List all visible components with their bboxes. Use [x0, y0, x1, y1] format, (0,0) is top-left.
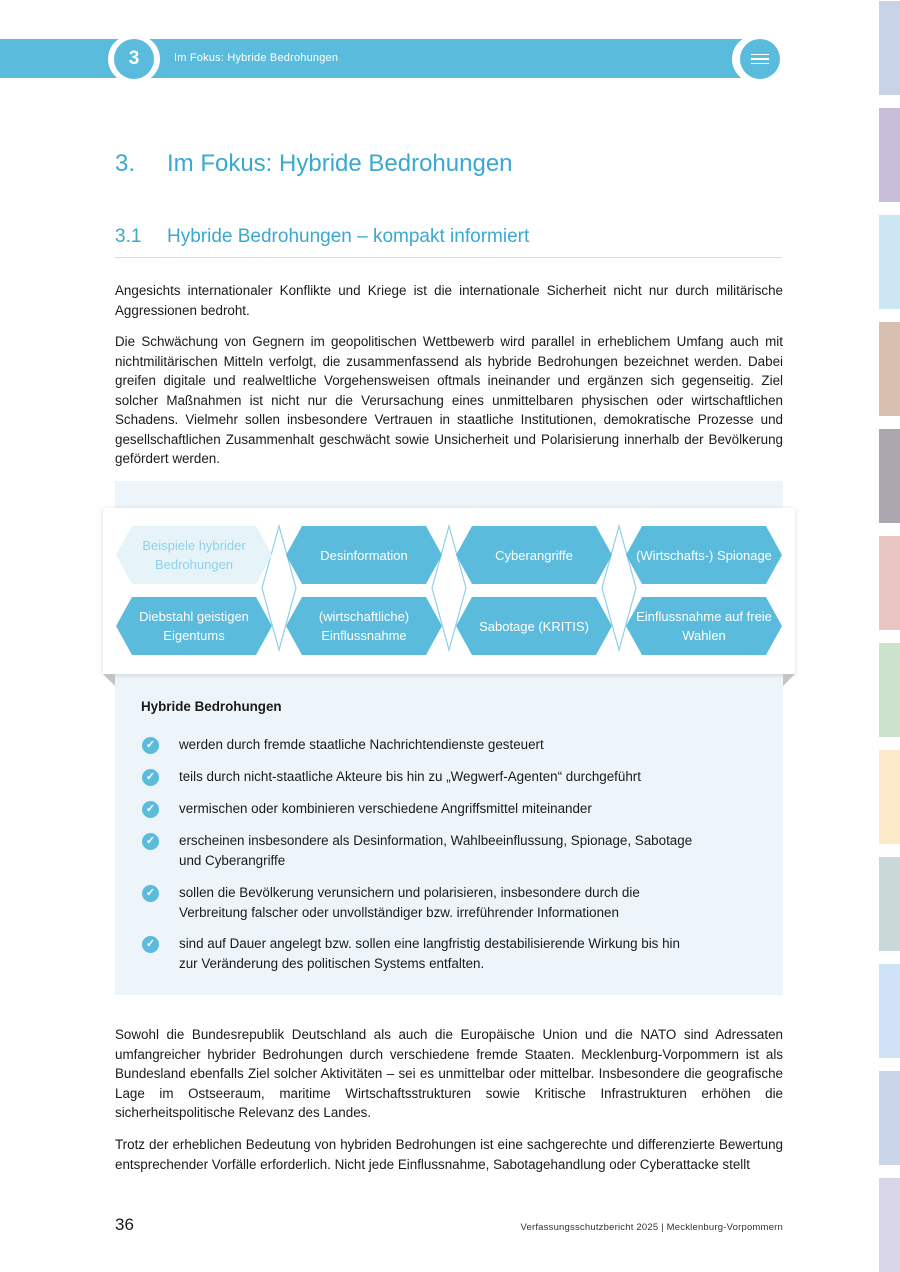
menu-button[interactable]	[732, 35, 788, 83]
section-heading	[115, 150, 513, 178]
side-tab-10[interactable]	[879, 964, 900, 1058]
chapter-side-tabs	[879, 0, 900, 1272]
check-circle-icon: ✓	[142, 833, 159, 850]
card-fold-right	[783, 674, 795, 686]
threat-example-label: (wirtschaftliche) Einflussnahme	[318, 609, 410, 643]
side-tab-7[interactable]	[879, 643, 900, 737]
section-title: Im Fokus: Hybride Bedrohungen	[167, 150, 513, 177]
threat-list-item-text: erscheinen insbesondere als Desinformation, Wahlbeeinflussung, Spionage, Sabotage und Cyberangriffe	[179, 833, 693, 868]
threat-example-label: Einflussnahme auf freie Wahlen	[636, 609, 772, 643]
threat-list-item-text: vermischen oder kombinieren verschiedene Angriffsmittel miteinander	[179, 801, 592, 816]
paragraph-intro: Angesichts internationaler Konflikte und Kriege ist die internationale Sicherheit nicht nur durch militärische Aggressionen bedroht.	[115, 283, 783, 318]
threat-example-label: Desinformation	[320, 547, 408, 563]
threat-example-label: Sabotage (KRITIS)	[479, 618, 589, 634]
side-tab-3[interactable]	[879, 215, 900, 309]
page-number: 36	[115, 1215, 134, 1234]
chapter-number-badge[interactable]	[108, 35, 160, 83]
threat-examples-heading: Beispiele hybrider Bedrohungen	[142, 538, 246, 572]
side-tab-6[interactable]	[879, 536, 900, 630]
card-fold-left	[103, 674, 115, 686]
hamburger-menu-icon	[740, 39, 780, 79]
check-circle-icon: ✓	[142, 769, 159, 786]
check-circle-icon: ✓	[142, 885, 159, 902]
check-circle-icon: ✓	[142, 936, 159, 953]
threat-example-label: (Wirtschafts-) Spionage	[636, 547, 772, 563]
threat-list-title: Hybride Bedrohungen	[141, 699, 282, 714]
paragraph-assessment: Trotz der erheblichen Bedeutung von hybriden Bedrohungen ist eine sachgerechte und differenzierte Bewertung entsprechender Vorfälle erforderlich. Nicht jede Einflussnahme, Sabotagehandlung oder Cyberattacke stellt	[115, 1137, 783, 1172]
chapter-number: 3	[114, 39, 154, 79]
threat-list-item-text: werden durch fremde staatliche Nachrichtendienste gesteuert	[179, 737, 544, 752]
heading-divider	[115, 257, 782, 258]
side-tab-8[interactable]	[879, 750, 900, 844]
threat-example-label: Diebstahl geistigen Eigentums	[139, 609, 249, 643]
threat-example-label: Cyberangriffe	[495, 547, 573, 563]
side-tab-2[interactable]	[879, 108, 900, 202]
threat-list-item-text: sind auf Dauer angelegt bzw. sollen eine langfristig destabilisierende Wirkung bis hin zur Veränderung des politischen Systems entfalten.	[179, 936, 680, 971]
paragraph-hybrid-definition: Die Schwächung von Gegnern im geopolitischen Wettbewerb wird parallel in erheblichem Umfang auch mit nichtmilitärischen Mitteln verfolgt, die zusammenfassend als hybride Bedrohungen bezeichnet werden. Dabei greifen digitale und realweltliche Vorgehensweisen oftmals ineinander und ergänzen sich gegenseitig. Ziel solcher Maßnahmen ist nicht nur die Verursachung eines unmittelbaren physischen oder wirtschaftlichen Schadens. Vielmehr sollen insbesondere Vertrauen in staatliche Institutionen, demokratische Prozesse und gesellschaftlichen Zusammenhalt geschwächt sowie Unsicherheit und Polarisierung innerhalb der Bevölkerung gefördert werden.	[115, 334, 783, 466]
subsection-title: Hybride Bedrohungen – kompakt informiert	[167, 226, 530, 247]
publication-footer: Verfassungsschutzbericht 2025 | Mecklenburg-Vorpommern	[520, 1222, 783, 1233]
check-circle-icon: ✓	[142, 737, 159, 754]
side-tab-4[interactable]	[879, 322, 900, 416]
side-tab-11[interactable]	[879, 1071, 900, 1165]
paragraph-mv-relevance: Sowohl die Bundesrepublik Deutschland als auch die Europäische Union und die NATO sind Adressaten umfangreicher hybrider Bedrohungen durch verschiedene fremde Staaten. Mecklenburg-Vorpommern ist als Bundesland ebenfalls Ziel solcher Aktivitäten – sei es unmittelbar oder mittelbar. Insbesondere die geografische Lage im Ostseeraum, maritime Wirtschaftsstrukturen sowie Kritische Infrastrukturen erhöhen die sicherheitspolitische Relevanz des Landes.	[115, 1027, 783, 1120]
side-tab-9[interactable]	[879, 857, 900, 951]
side-tab-5[interactable]	[879, 429, 900, 523]
subsection-heading	[115, 226, 529, 248]
section-number: 3.	[115, 150, 136, 177]
check-circle-icon: ✓	[142, 801, 159, 818]
chapter-header-title: Im Fokus: Hybride Bedrohungen	[174, 52, 339, 64]
side-tab-1[interactable]	[879, 1, 900, 95]
threat-list-item-text: sollen die Bevölkerung verunsichern und polarisieren, insbesondere durch die Verbreitung falscher oder unvollständiger bzw. irreführender Informationen	[179, 885, 640, 920]
subsection-number: 3.1	[115, 226, 142, 247]
threat-list-item-text: teils durch nicht-staatliche Akteure bis hin zu „Wegwerf-Agenten“ durchgeführt	[179, 769, 641, 784]
side-tab-12[interactable]	[879, 1178, 900, 1272]
